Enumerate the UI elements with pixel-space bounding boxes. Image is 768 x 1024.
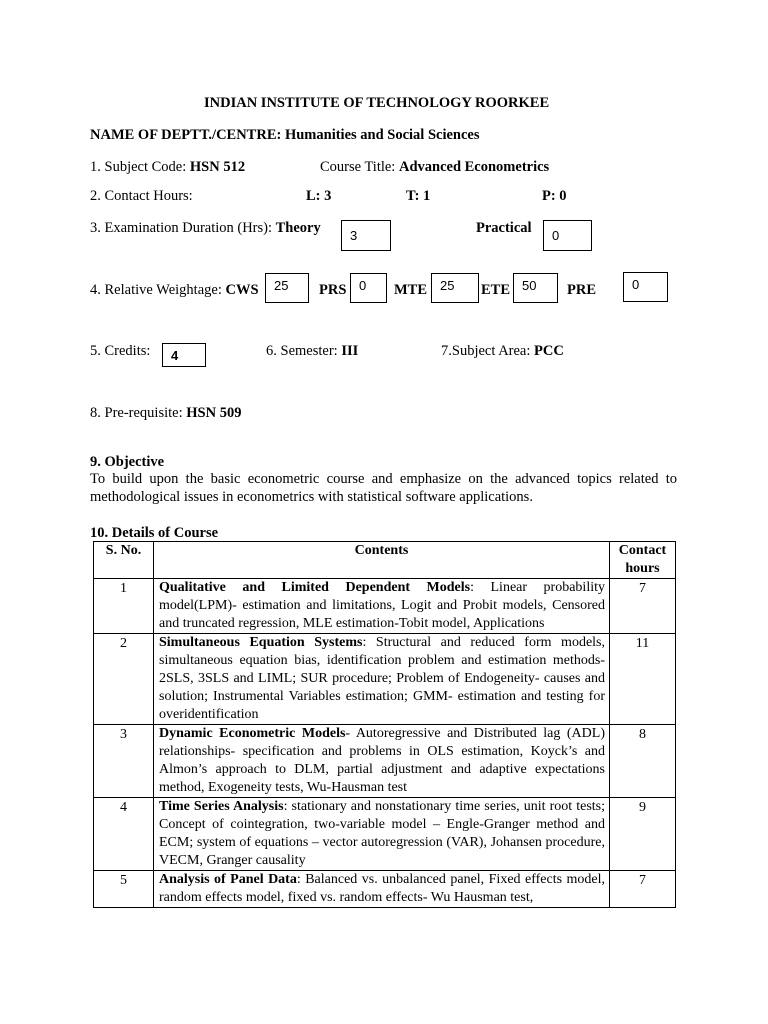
row-title: Simultaneous Equation Systems bbox=[159, 635, 363, 650]
subject-area-label: 7.Subject Area: bbox=[441, 343, 531, 359]
row-contents bbox=[154, 798, 610, 871]
row-title: Qualitative and Limited Dependent Models bbox=[159, 580, 471, 595]
course-title-value: Advanced Econometrics bbox=[398, 159, 550, 175]
exam-duration-label: 3. Examination Duration (Hrs): bbox=[90, 220, 273, 236]
row-hours: 11 bbox=[610, 634, 676, 725]
prerequisite-label: 8. Pre-requisite: bbox=[90, 405, 183, 421]
semester-label: 6. Semester: bbox=[266, 343, 338, 359]
theory-label: Theory bbox=[275, 220, 321, 236]
course-table bbox=[93, 541, 676, 908]
contact-hours-t: T: 1 bbox=[406, 188, 431, 204]
row-text: Autoregressive and Distributed lag (ADL) relationships- specification and problems in OLS estimation, Koyck’s and Almon’s approach to DLM, partial adjustment and adaptive expectations method, Exogeneity tests, Wu-Hausman test bbox=[159, 726, 605, 795]
pre-label: PRE bbox=[567, 282, 596, 298]
department-value: Humanities and Social Sciences bbox=[284, 127, 480, 143]
objective-text: To build upon the basic econometric course and emphasize on the advanced topics related to methodological issues in econometrics with statistical software applications. bbox=[90, 471, 677, 505]
row-contents bbox=[154, 579, 610, 634]
row-text: Structural and reduced form models, simultaneous equation bias, identification problem and estimation methods- 2SLS, 3SLS and LIML; SUR procedure; Problem of Endogeneity- causes and solution; Instrumental Variables estimation; GMM- estimation and testing for overidentification bbox=[159, 635, 605, 722]
row-separator: : bbox=[362, 635, 367, 650]
mte-value-box: 25 bbox=[431, 273, 479, 303]
department-label: NAME OF DEPTT./CENTRE: bbox=[90, 127, 282, 143]
semester-value: III bbox=[341, 343, 359, 359]
table-row bbox=[94, 725, 676, 798]
hours-header: Contact hours bbox=[610, 542, 676, 579]
subject-area bbox=[441, 343, 564, 360]
ete-label: ETE bbox=[481, 282, 511, 298]
row-hours: 7 bbox=[610, 579, 676, 634]
pre-value-box: 0 bbox=[623, 272, 668, 302]
course-heading: 10. Details of Course bbox=[90, 525, 219, 541]
row-contents bbox=[154, 871, 610, 908]
row-title: Time Series Analysis bbox=[159, 799, 284, 814]
prerequisite bbox=[90, 405, 241, 422]
contact-hours-l: L: 3 bbox=[306, 188, 332, 204]
ete-value-box: 50 bbox=[513, 273, 558, 303]
cws-label: CWS bbox=[225, 282, 259, 298]
row-hours: 8 bbox=[610, 725, 676, 798]
exam-duration bbox=[90, 220, 321, 237]
course-table-header bbox=[94, 542, 676, 579]
row-hours: 9 bbox=[610, 798, 676, 871]
weightage bbox=[90, 282, 259, 299]
row-hours: 7 bbox=[610, 871, 676, 908]
credits-value-box: 4 bbox=[162, 343, 206, 367]
row-title: Dynamic Econometric Models bbox=[159, 726, 346, 741]
row-sno: 4 bbox=[94, 798, 154, 871]
subject-area-value: PCC bbox=[534, 343, 564, 359]
table-row bbox=[94, 798, 676, 871]
row-sno: 5 bbox=[94, 871, 154, 908]
row-separator: : bbox=[283, 799, 288, 814]
row-sno: 2 bbox=[94, 634, 154, 725]
practical-value-box: 0 bbox=[543, 220, 592, 251]
credits-label: 5. Credits: bbox=[90, 343, 151, 359]
subject-code-value: HSN 512 bbox=[189, 159, 246, 175]
semester bbox=[266, 343, 358, 360]
department-line bbox=[90, 127, 480, 144]
course-title-label: Course Title: bbox=[320, 159, 396, 175]
sno-header: S. No. bbox=[94, 542, 154, 579]
contact-hours-label: 2. Contact Hours: bbox=[90, 188, 193, 204]
row-contents bbox=[154, 725, 610, 798]
weightage-label: 4. Relative Weightage: bbox=[90, 282, 222, 298]
contact-hours-p: P: 0 bbox=[542, 188, 567, 204]
practical-label: Practical bbox=[476, 220, 532, 236]
row-text: Linear probability model(LPM)- estimation and limitations, Logit and Probit models, Censored and truncated regression, MLE estimation-Tobit model, Applications bbox=[159, 580, 605, 631]
row-separator: : bbox=[470, 580, 474, 595]
course-title bbox=[320, 159, 549, 176]
objective-heading: 9. Objective bbox=[90, 454, 165, 470]
subject-code-label: 1. Subject Code: bbox=[90, 159, 187, 175]
table-row bbox=[94, 871, 676, 908]
row-text: stationary and nonstationary time series, unit root tests; Concept of cointegration, two-variable model – Engle-Granger method and ECM; system of equations – vector autoregression (VAR), Johansen procedure, VECM, Granger causality bbox=[159, 799, 606, 868]
prs-label: PRS bbox=[319, 282, 347, 298]
row-contents bbox=[154, 634, 610, 725]
row-sno: 1 bbox=[94, 579, 154, 634]
prerequisite-value: HSN 509 bbox=[186, 405, 242, 421]
prs-value-box: 0 bbox=[350, 273, 387, 303]
row-title: Analysis of Panel Data bbox=[159, 872, 297, 887]
mte-label: MTE bbox=[394, 282, 428, 298]
table-row bbox=[94, 634, 676, 725]
row-separator: : bbox=[296, 872, 301, 887]
row-text: Balanced vs. unbalanced panel, Fixed effects model, random effects model, fixed vs. random effects- Wu Hausman test, bbox=[159, 872, 605, 905]
institute-title: INDIAN INSTITUTE OF TECHNOLOGY ROORKEE bbox=[204, 95, 550, 111]
cws-value-box: 25 bbox=[265, 273, 309, 303]
theory-value-box: 3 bbox=[341, 220, 391, 251]
table-row bbox=[94, 579, 676, 634]
row-sno: 3 bbox=[94, 725, 154, 798]
subject-code bbox=[90, 159, 245, 176]
row-separator: - bbox=[345, 726, 351, 741]
contents-header: Contents bbox=[154, 542, 610, 579]
